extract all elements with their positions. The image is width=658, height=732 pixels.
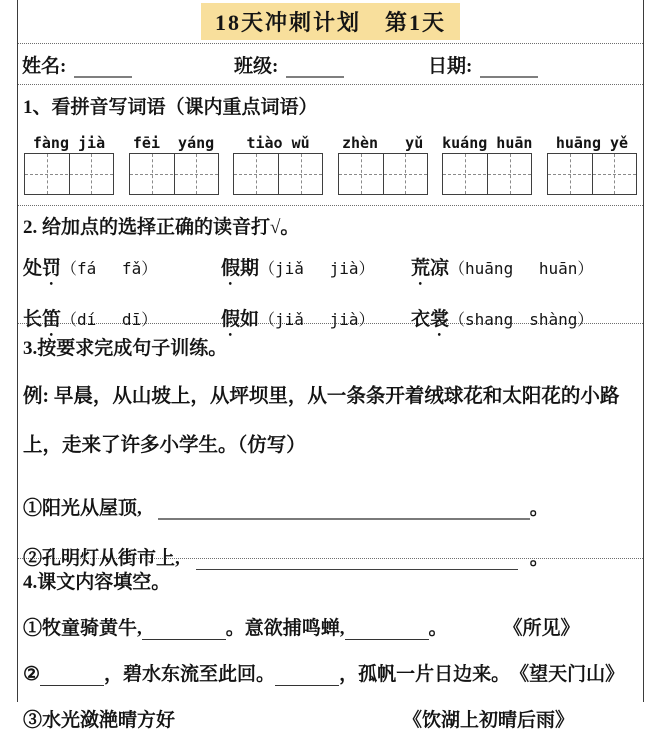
pinyin-label: fēi yáng [132,134,215,152]
grid-cell [130,154,174,194]
page-title: 18天冲刺计划 第1天 [201,3,460,40]
sentence-item [23,543,638,570]
student-info-row [18,44,643,85]
pinyin-unit [547,135,637,195]
grid-cell [25,154,69,194]
target-word: 长笛 [23,309,62,330]
name-field [22,51,234,78]
dotted-char: 裳 [430,309,450,330]
answer-blank-line [40,666,104,686]
pinyin-unit [442,135,532,195]
sentence-prompt: ①阳光从屋顶, [23,498,142,519]
pinyin-label: tiào wǔ [246,134,310,152]
grid-cell [548,154,592,194]
date-label: 日期: [428,55,473,77]
pinyin-grid-row [23,135,638,195]
pronunciation-item [221,304,411,341]
class-field [234,51,428,78]
dotted-char: 荒 [411,258,431,279]
poem-text: ② [23,664,41,685]
pinyin-options: （dí dī） [61,310,158,329]
pinyin-label: fàng jià [32,134,106,152]
pinyin-unit [24,135,114,195]
poem-line-cutoff [23,705,638,732]
target-word: 衣裳 [411,309,450,330]
grid-cell [592,154,636,194]
target-word: 假如 [221,309,260,330]
poem-line [23,659,638,686]
pronunciation-item [221,253,411,290]
grid-cell [339,154,383,194]
example-sentence: 例: 早晨，从山坡上，从坪坝里，从一条条开着绒球花和太阳花的小路上，走来了许多小学生。（仿写） [23,386,620,456]
pinyin-options: （fá fǎ） [61,259,158,278]
section-text-fill-in [18,559,643,732]
grid-cell [174,154,218,194]
pronunciation-item [23,253,221,290]
pronunciation-row [23,253,638,290]
poem-text: ①牧童骑黄牛, [23,618,142,639]
answer-blank-line [345,620,429,640]
poem-text: 。意欲捕鸣蝉, [225,618,345,639]
section-sentence-practice [18,324,643,569]
section2-heading: 2. 给加点的选择正确的读音打√。 [23,217,300,238]
worksheet-page [17,0,644,731]
pinyin-options: （shang shàng） [449,310,594,329]
pinyin-label: kuáng huān [442,134,533,152]
section3-heading: 3.按要求完成句子训练。 [23,338,228,359]
section4-heading: 4.课文内容填空。 [23,572,171,593]
poem-source: 《饮湖上初晴后雨》 [403,710,575,731]
pinyin-options: （jiǎ jià） [259,259,375,278]
pinyin-options: （huāng huān） [449,259,594,278]
pronunciation-item [411,304,638,341]
writing-grid [547,153,637,195]
pinyin-label: huāng yě [555,134,629,152]
answer-blank-line [158,500,530,520]
target-word: 假期 [221,258,260,279]
answer-blank-line [142,620,226,640]
class-blank-line [286,60,344,78]
poem-line [23,613,638,640]
section-pinyin-writing [18,85,643,206]
answer-blank-line [196,550,518,570]
grid-cell [278,154,322,194]
section-pronunciation [18,206,643,330]
date-blank-line [480,60,538,78]
grid-cell [383,154,427,194]
poem-source: 《望天门山》 [510,664,625,685]
poem-text: ，孤帆一片日边来。 [339,664,511,685]
dotted-char: 假 [221,258,241,279]
period: 。 [529,498,549,519]
target-word: 荒凉 [411,258,450,279]
grid-cell [69,154,113,194]
grid-cell [234,154,278,194]
sentence-prompt: ②孔明灯从街市上, [23,548,180,569]
writing-grid [24,153,114,195]
grid-cell [443,154,487,194]
writing-grid [442,153,532,195]
poem-text: ，碧水东流至此回。 [104,664,276,685]
pronunciation-item [411,253,638,290]
section1-heading: 1、看拼音写词语（课内重点词语） [23,97,318,118]
pinyin-unit [233,135,323,195]
answer-blank-line [275,666,339,686]
grid-cell [487,154,531,194]
pinyin-unit [129,135,219,195]
class-label: 班级: [234,55,279,77]
title-row [18,0,643,44]
dotted-char: 笛 [42,309,62,330]
pinyin-unit [338,135,428,195]
name-blank-line [74,60,132,78]
target-word: 处罚 [23,258,62,279]
sentence-item [23,493,638,520]
poem-text: 。 [428,618,448,639]
date-field [428,51,639,78]
dotted-char: 假 [221,309,241,330]
pinyin-options: （jiǎ jià） [259,310,375,329]
poem-text: ③水光潋滟晴方好 [23,710,176,731]
dotted-char: 罚 [42,258,62,279]
period: 。 [529,548,549,569]
writing-grid [129,153,219,195]
pinyin-label: zhèn yǔ [341,134,424,152]
writing-grid [233,153,323,195]
writing-grid [338,153,428,195]
name-label: 姓名: [22,55,67,77]
poem-source: 《所见》 [503,618,580,639]
